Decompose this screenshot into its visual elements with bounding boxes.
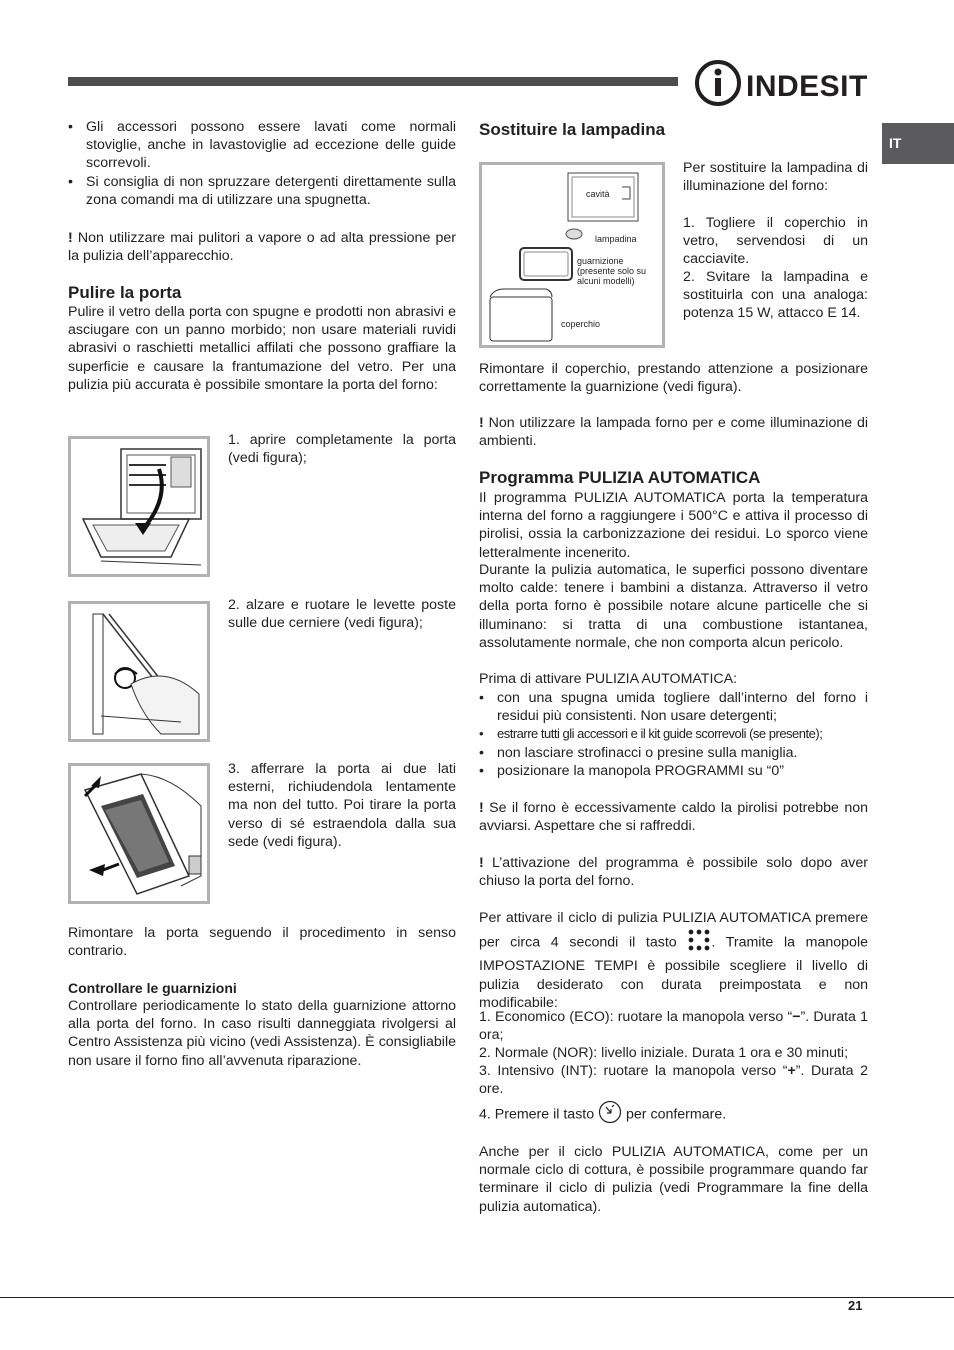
reassemble-door-text: Rimontare la porta seguendo il procedimento in senso contrario. (68, 925, 456, 960)
lamp-section-title: Sostituire la lampadina (479, 120, 666, 139)
lamp-step-1: 1. Togliere il coperchio in vetro, servendosi di un cacciavite. (683, 215, 868, 268)
before-activate-title: Prima di attivare PULIZIA AUTOMATICA: (479, 671, 738, 687)
label-cover: coperchio (561, 319, 601, 329)
list-item: • con una spugna umida togliere dall’interno del forno i residui più consistenti. Non usare detergenti; (479, 689, 868, 725)
door-section-title: Pulire la porta (68, 283, 182, 302)
level-4-text-b: per confermare. (626, 1106, 727, 1123)
list-item: • estrarre tutti gli accessori e il kit guide scorrevoli (se presente); (479, 725, 868, 743)
door-section-text: Pulire il vetro della porta con spugne e prodotti non abrasivi e asciugare con un panno morbido; non usare materiali ruvidi abrasivi o raschietti metallici affilati che possono graffiare la superficie e causare la frantumazione del vetro. Per una pulizia più accurata è possibile smontare la porta del forno: (68, 304, 456, 393)
level-2: 2. Normale (NOR): livello iniziale. Durata 1 ora e 30 minuti; (479, 1045, 849, 1061)
warning-door-closed (479, 854, 868, 890)
brand-text: INDESIT (746, 70, 868, 103)
warning-lamp (479, 414, 868, 450)
level-1-text-a: 1. Economico (ECO): ruotare la manopola verso “ (479, 1009, 793, 1025)
warning-steam (68, 229, 456, 265)
warning-mark: ! (479, 415, 484, 431)
accessories-bullets (68, 118, 456, 209)
figure-hinge-levers (68, 601, 210, 742)
lamp-step-2: 2. Svitare la lampadina e sostituirla con una analoga: potenza 15 W, attacco E 14. (683, 269, 868, 322)
label-cavity: cavità (586, 189, 610, 199)
confirm-key-icon (598, 1100, 622, 1129)
warning-text: Se il forno è eccessivamente caldo la pirolisi potrebbe non avviarsi. Aspettare che si raffreddi. (479, 800, 868, 835)
level-1-text-b: ”. Durata 1 ora; (479, 1009, 868, 1044)
list-item: • posizionare la manopola PROGRAMMI su “0” (479, 762, 868, 780)
gaskets-text: Controllare periodicamente lo stato della guarnizione attorno alla porta del forno. In caso risulti danneggiata rivolgersi al Centro Assistenza più vicino (vedi Assistenza). È consigliabile non usare il forno fino all’avvenuta riparazione. (68, 998, 456, 1069)
step-2-text: 2. alzare e ruotare le levette poste sulle due cerniere (vedi figura); (228, 597, 456, 632)
label-bulb: lampadina (595, 234, 637, 244)
warning-mark: ! (68, 230, 73, 246)
warning-hot-oven (479, 799, 868, 835)
level-4-text-a: 4. Premere il tasto (479, 1106, 595, 1123)
activate-text-a: Per attivare il ciclo di pulizia PULIZIA AUTOMATICA premere per circa 4 secondi il tasto (479, 910, 868, 951)
auto-clean-title: Programma PULIZIA AUTOMATICA (479, 468, 761, 487)
indesit-logo (694, 60, 870, 106)
auto-clean-dots-icon (687, 928, 711, 958)
auto-clean-final: Anche per il ciclo PULIZIA AUTOMATICA, come per un normale ciclo di cottura, è possibile programmare quando far terminare il ciclo di pulizia (vedi Programmare la fine della pulizia automatica). (479, 1144, 868, 1215)
level-3 (479, 1062, 868, 1098)
warning-mark: ! (479, 855, 484, 871)
figure-open-door (68, 436, 210, 577)
activate-text (479, 909, 868, 1013)
auto-clean-p2: Durante la pulizia automatica, le superfici possono diventare molto calde: tenere i bambini a distanza. Attraverso il vetro della porta forno è possibile notare alcune particelle che si illuminano: si tratta di una combustione istantanea, assolutamente normale, che non comporta alcun pericolo. (479, 562, 868, 651)
footer-rule (0, 1297, 954, 1298)
header-bar (68, 77, 678, 86)
step-3-text: 3. afferrare la porta ai due lati esterni, richiudendola lentamente ma non del tutto. Poi tirare la porta verso di sé estraendola dalla sua sede (vedi figura). (228, 761, 456, 850)
warning-text: Non utilizzare mai pulitori a vapore o ad alta pressione per la pulizia dell’apparecchio. (68, 230, 456, 265)
warning-mark: ! (479, 800, 484, 816)
list-item: • Si consiglia di non spruzzare detergenti direttamente sulla zona comandi ma di utilizzare una spugnetta. (68, 173, 456, 209)
minus-icon: − (792, 1009, 801, 1025)
level-3-text-a: 3. Intensivo (INT): ruotare la manopola verso “ (479, 1063, 788, 1079)
auto-clean-p1: Il programma PULIZIA AUTOMATICA porta la temperatura interna del forno a raggiungere i 500°C e attiva il processo di pirolisi, ossia la carbonizzazione dei residui. Lo sporco viene letteralmente incenerito. (479, 490, 868, 561)
page-number: 21 (848, 1298, 863, 1313)
activate-text-b: . Tramite la manopole IMPOSTAZIONE TEMPI è possibile scegliere il livello di pulizia desiderato con durata preimpostata e non modificabile: (479, 934, 868, 1012)
figure-remove-door (68, 763, 210, 904)
step-1-text: 1. aprire completamente la porta (vedi figura); (228, 432, 456, 467)
figure-lamp (479, 162, 665, 348)
list-item: • non lasciare strofinacci o presine sulla maniglia. (479, 744, 868, 762)
warning-text: L’attivazione del programma è possibile solo dopo aver chiuso la porta del forno. (479, 855, 868, 890)
language-tab: IT (882, 123, 954, 164)
label-gasket: guarnizione (presente solo su alcuni modelli) (577, 256, 647, 286)
before-activate-list (479, 689, 868, 780)
list-item: • Gli accessori possono essere lavati come normali stoviglie, anche in lavastoviglie ad eccezione delle guide scorrevoli. (68, 118, 456, 173)
warning-text: Non utilizzare la lampada forno per e come illuminazione di ambienti. (479, 415, 868, 450)
lamp-intro: Per sostituire la lampadina di illuminazione del forno: (683, 160, 868, 195)
level-4 (479, 1100, 868, 1129)
lamp-refit-text: Rimontare il coperchio, prestando attenzione a posizionare correttamente la guarnizione (vedi figura). (479, 361, 868, 396)
level-3-text-b: ”. Durata 2 ore. (479, 1063, 868, 1098)
plus-icon: + (787, 1063, 796, 1079)
level-1 (479, 1008, 868, 1044)
gaskets-title: Controllare le guarnizioni (68, 980, 237, 996)
